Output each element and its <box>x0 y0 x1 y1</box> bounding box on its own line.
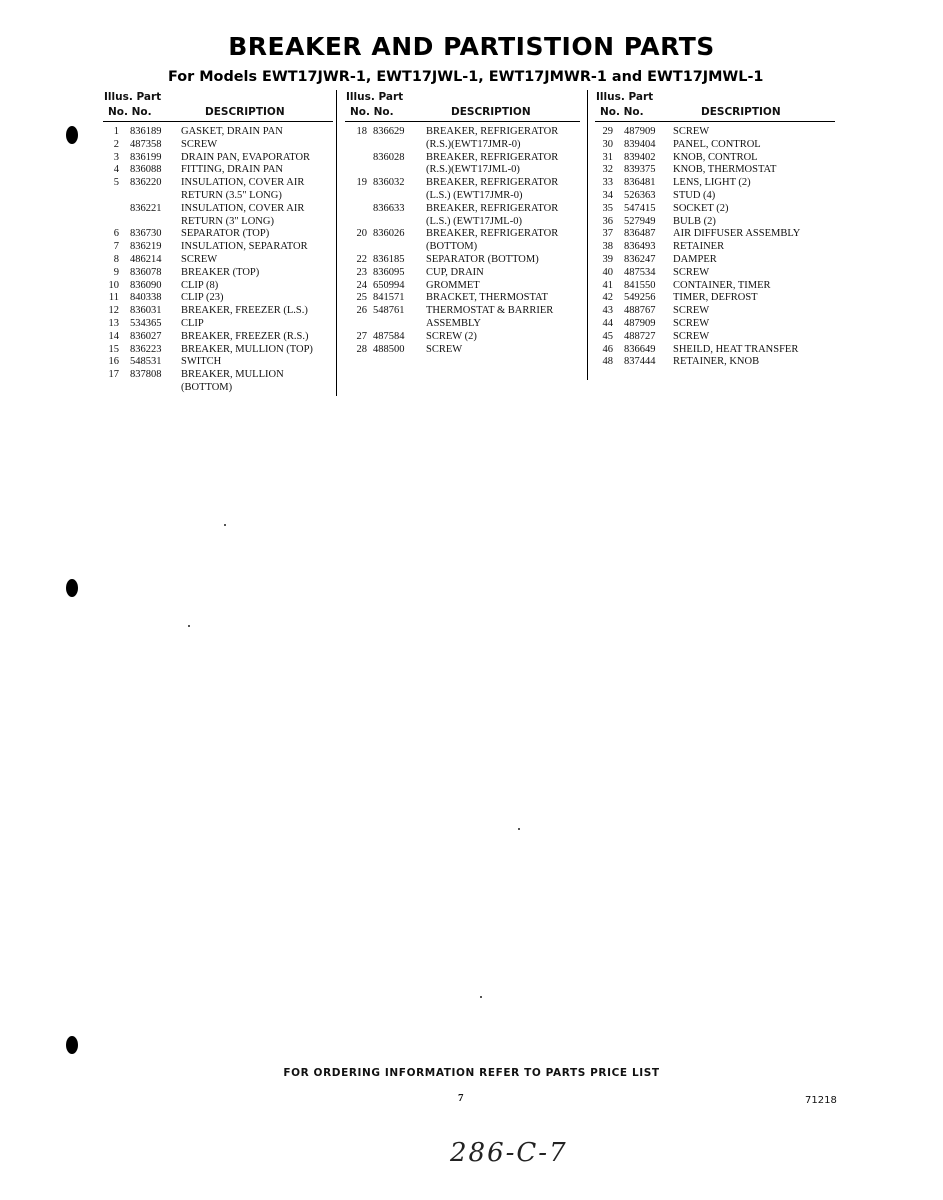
part-description: PANEL, CONTROL <box>673 138 761 150</box>
header-no-no: No. No. <box>350 106 394 118</box>
table-row <box>103 305 333 318</box>
table-row <box>595 139 835 152</box>
table-row <box>103 177 333 190</box>
table-row <box>595 152 835 165</box>
part-number: 487909 <box>624 317 656 329</box>
illus-number: 37 <box>602 228 613 240</box>
illus-number: 39 <box>602 253 613 265</box>
part-description: KNOB, THERMOSTAT <box>673 164 777 176</box>
binder-hole <box>66 1036 78 1054</box>
table-row <box>103 190 333 203</box>
illus-number: 19 <box>356 177 367 189</box>
scan-speck <box>224 524 226 526</box>
header-rule <box>345 121 580 122</box>
part-number: 836221 <box>130 202 162 214</box>
header-no-no: No. No. <box>600 106 644 118</box>
part-number: 836629 <box>373 126 405 137</box>
header-description: DESCRIPTION <box>205 106 285 118</box>
part-number: 487534 <box>624 266 656 278</box>
table-row <box>103 228 333 241</box>
handwritten-note: 286-C-7 <box>450 1138 568 1168</box>
table-row <box>345 280 580 293</box>
table-row <box>345 126 580 139</box>
table-row <box>345 254 580 267</box>
illus-number: 14 <box>108 330 119 342</box>
illus-number: 40 <box>602 266 613 278</box>
illus-number: 24 <box>356 279 367 291</box>
part-description: BRACKET, THERMOSTAT <box>426 292 548 304</box>
part-description: BREAKER, REFRIGERATOR <box>426 126 559 137</box>
table-row <box>595 241 835 254</box>
part-description: SEPARATOR (BOTTOM) <box>426 253 539 265</box>
table-row <box>345 216 580 229</box>
part-description: INSULATION, COVER AIR <box>181 177 305 189</box>
binder-hole <box>66 579 78 597</box>
table-row <box>595 164 835 177</box>
part-description: CLIP (23) <box>181 292 224 304</box>
illus-number: 16 <box>108 356 119 368</box>
part-number: 836026 <box>373 228 405 240</box>
table-row <box>595 190 835 203</box>
part-description: INSULATION, COVER AIR <box>181 202 305 214</box>
part-description: GROMMET <box>426 279 480 291</box>
part-description: SCREW <box>673 330 710 342</box>
part-description: SEPARATOR (TOP) <box>181 228 270 240</box>
illus-number: 33 <box>602 177 613 189</box>
part-number: 836220 <box>130 177 162 189</box>
part-description: STUD (4) <box>673 189 716 201</box>
part-description: (L.S.) (EWT17JML-0) <box>426 215 522 227</box>
binder-hole <box>66 126 78 144</box>
table-row <box>103 164 333 177</box>
parts-column-1 <box>103 91 333 395</box>
part-number: 487584 <box>373 330 405 342</box>
part-number: 488500 <box>373 343 405 355</box>
table-row <box>345 292 580 305</box>
parts-rows <box>595 126 835 369</box>
column-header <box>595 91 835 121</box>
part-number: 836078 <box>130 266 162 278</box>
part-description: SCREW <box>673 305 710 317</box>
illus-number: 2 <box>113 138 119 150</box>
part-description: LENS, LIGHT (2) <box>673 177 751 189</box>
table-row <box>345 177 580 190</box>
part-description: CLIP <box>181 317 204 329</box>
illus-number: 30 <box>602 138 613 150</box>
scan-speck <box>518 828 520 830</box>
part-number: 836481 <box>624 177 656 189</box>
part-number: 836189 <box>130 126 162 137</box>
part-description: BREAKER, REFRIGERATOR <box>426 177 559 189</box>
table-row <box>103 216 333 229</box>
table-row <box>103 139 333 152</box>
table-row <box>103 126 333 139</box>
illus-number: 22 <box>356 253 367 265</box>
part-description: RETAINER, KNOB <box>673 356 760 368</box>
table-row <box>345 318 580 331</box>
part-number: 837808 <box>130 369 162 381</box>
ordering-footer: FOR ORDERING INFORMATION REFER TO PARTS PRICE LIST <box>283 1067 660 1079</box>
part-number: 548761 <box>373 305 405 317</box>
table-row <box>103 344 333 357</box>
part-description: SCREW <box>673 266 710 278</box>
illus-number: 11 <box>108 292 119 304</box>
illus-number: 46 <box>602 343 613 355</box>
illus-number: 43 <box>602 305 613 317</box>
part-description: BREAKER, MULLION <box>181 369 284 381</box>
table-row <box>345 267 580 280</box>
header-illus-part: Illus. Part <box>104 91 162 103</box>
part-number: 841550 <box>624 279 656 291</box>
page-title: BREAKER AND PARTISTION PARTS <box>228 32 715 61</box>
table-row <box>103 152 333 165</box>
table-row <box>103 280 333 293</box>
illus-number: 7 <box>113 241 119 253</box>
document-number: 71218 <box>805 1095 837 1106</box>
part-description: FITTING, DRAIN PAN <box>181 164 283 176</box>
part-description: BREAKER, REFRIGERATOR <box>426 151 559 163</box>
part-number: 534365 <box>130 317 162 329</box>
column-divider <box>336 90 337 396</box>
illus-number: 8 <box>113 253 119 265</box>
part-number: 836185 <box>373 253 405 265</box>
part-number: 840338 <box>130 292 162 304</box>
part-description: SCREW (2) <box>426 330 477 342</box>
parts-rows <box>345 126 580 356</box>
part-number: 836090 <box>130 279 162 291</box>
part-description: RETURN (3.5" LONG) <box>181 189 282 201</box>
part-description: (R.S.)(EWT17JMR-0) <box>426 138 521 150</box>
illus-number: 42 <box>602 292 613 304</box>
illus-number: 10 <box>108 279 119 291</box>
table-row <box>103 203 333 216</box>
part-description: BREAKER, REFRIGERATOR <box>426 202 559 214</box>
column-header <box>345 91 580 121</box>
header-no-no: No. No. <box>108 106 152 118</box>
part-description: SOCKET (2) <box>673 202 729 214</box>
illus-number: 31 <box>602 151 613 163</box>
scan-speck <box>188 625 190 627</box>
part-description: BREAKER, FREEZER (L.S.) <box>181 305 308 317</box>
table-row <box>595 356 835 369</box>
part-description: SCREW <box>181 138 218 150</box>
table-row <box>595 228 835 241</box>
part-description: DAMPER <box>673 253 717 265</box>
illus-number: 18 <box>356 126 367 137</box>
part-number: 836028 <box>373 151 405 163</box>
illus-number: 36 <box>602 215 613 227</box>
illus-number: 28 <box>356 343 367 355</box>
part-number: 839375 <box>624 164 656 176</box>
part-number: 488767 <box>624 305 656 317</box>
part-number: 836493 <box>624 241 656 253</box>
part-number: 836219 <box>130 241 162 253</box>
part-number: 487909 <box>624 126 656 137</box>
part-description: RETAINER <box>673 241 725 253</box>
illus-number: 1 <box>113 126 119 137</box>
table-row <box>345 139 580 152</box>
illus-number: 6 <box>113 228 119 240</box>
table-row <box>595 126 835 139</box>
part-number: 526363 <box>624 189 656 201</box>
illus-number: 25 <box>356 292 367 304</box>
illus-number: 32 <box>602 164 613 176</box>
part-number: 527949 <box>624 215 656 227</box>
part-number: 836649 <box>624 343 656 355</box>
table-row <box>103 254 333 267</box>
part-description: (R.S.)(EWT17JML-0) <box>426 164 520 176</box>
part-number: 488727 <box>624 330 656 342</box>
illus-number: 27 <box>356 330 367 342</box>
table-row <box>103 356 333 369</box>
models-subtitle: For Models EWT17JWR-1, EWT17JWL-1, EWT17JMWR-1 and EWT17JMWL-1 <box>168 69 764 85</box>
illus-number: 45 <box>602 330 613 342</box>
part-description: INSULATION, SEPARATOR <box>181 241 308 253</box>
table-row <box>103 331 333 344</box>
illus-number: 15 <box>108 343 119 355</box>
part-number: 836088 <box>130 164 162 176</box>
part-description: BREAKER, FREEZER (R.S.) <box>181 330 309 342</box>
header-rule <box>595 121 835 122</box>
part-number: 549256 <box>624 292 656 304</box>
part-description: SCREW <box>673 126 710 137</box>
parts-column-3 <box>595 91 835 369</box>
illus-number: 26 <box>356 305 367 317</box>
part-description: (BOTTOM) <box>426 241 478 253</box>
illus-number: 20 <box>356 228 367 240</box>
part-description: THERMOSTAT & BARRIER <box>426 305 554 317</box>
table-row <box>345 241 580 254</box>
part-number: 547415 <box>624 202 656 214</box>
scan-speck <box>480 996 482 998</box>
part-description: DRAIN PAN, EVAPORATOR <box>181 151 311 163</box>
illus-number: 44 <box>602 317 613 329</box>
header-rule <box>103 121 333 122</box>
part-description: RETURN (3" LONG) <box>181 215 274 227</box>
illus-number: 17 <box>108 369 119 381</box>
table-row <box>595 177 835 190</box>
part-number: 836247 <box>624 253 656 265</box>
illus-number: 4 <box>113 164 119 176</box>
table-row <box>103 318 333 331</box>
part-number: 839402 <box>624 151 656 163</box>
table-row <box>103 292 333 305</box>
header-illus-part: Illus. Part <box>346 91 404 103</box>
illus-number: 13 <box>108 317 119 329</box>
part-description: BREAKER, REFRIGERATOR <box>426 228 559 240</box>
part-description: BREAKER, MULLION (TOP) <box>181 343 313 355</box>
illus-number: 29 <box>602 126 613 137</box>
illus-number: 38 <box>602 241 613 253</box>
table-row <box>595 305 835 318</box>
part-number: 836032 <box>373 177 405 189</box>
table-row <box>345 331 580 344</box>
table-row <box>103 241 333 254</box>
part-description: GASKET, DRAIN PAN <box>181 126 283 137</box>
part-number: 486214 <box>130 253 162 265</box>
part-description: CUP, DRAIN <box>426 266 484 278</box>
part-number: 839404 <box>624 138 656 150</box>
parts-column-2 <box>345 91 580 356</box>
part-description: (BOTTOM) <box>181 381 233 393</box>
part-description: KNOB, CONTROL <box>673 151 758 163</box>
part-description: SCREW <box>673 317 710 329</box>
part-number: 836487 <box>624 228 656 240</box>
column-divider <box>587 90 588 380</box>
part-description: CLIP (8) <box>181 279 219 291</box>
part-number: 487358 <box>130 138 162 150</box>
illus-number: 48 <box>602 356 613 368</box>
illus-number: 34 <box>602 189 613 201</box>
column-header <box>103 91 333 121</box>
table-row <box>103 369 333 382</box>
part-number: 836199 <box>130 151 162 163</box>
table-row <box>595 254 835 267</box>
part-description: SWITCH <box>181 356 222 368</box>
part-description: BULB (2) <box>673 215 716 227</box>
table-row <box>345 164 580 177</box>
part-number: 836730 <box>130 228 162 240</box>
part-description: SCREW <box>426 343 463 355</box>
table-row <box>103 382 333 395</box>
part-number: 836031 <box>130 305 162 317</box>
part-description: AIR DIFFUSER ASSEMBLY <box>673 228 801 240</box>
part-description: SCREW <box>181 253 218 265</box>
table-row <box>103 267 333 280</box>
part-description: (L.S.) (EWT17JMR-0) <box>426 189 523 201</box>
part-description: BREAKER (TOP) <box>181 266 260 278</box>
table-row <box>595 331 835 344</box>
illus-number: 5 <box>113 177 119 189</box>
part-description: TIMER, DEFROST <box>673 292 758 304</box>
table-row <box>345 152 580 165</box>
table-row <box>595 280 835 293</box>
illus-number: 23 <box>356 266 367 278</box>
table-row <box>345 305 580 318</box>
illus-number: 12 <box>108 305 119 317</box>
illus-number: 35 <box>602 202 613 214</box>
table-row <box>345 228 580 241</box>
table-row <box>595 203 835 216</box>
part-number: 836027 <box>130 330 162 342</box>
illus-number: 41 <box>602 279 613 291</box>
part-number: 650994 <box>373 279 405 291</box>
part-number: 837444 <box>624 356 656 368</box>
part-description: SHEILD, HEAT TRANSFER <box>673 343 799 355</box>
table-row <box>595 344 835 357</box>
part-number: 548531 <box>130 356 162 368</box>
table-row <box>595 292 835 305</box>
header-description: DESCRIPTION <box>451 106 531 118</box>
table-row <box>595 216 835 229</box>
parts-rows <box>103 126 333 395</box>
page-number: 7 <box>458 1092 464 1104</box>
illus-number: 9 <box>113 266 119 278</box>
header-illus-part: Illus. Part <box>596 91 654 103</box>
part-description: ASSEMBLY <box>426 317 481 329</box>
table-row <box>345 190 580 203</box>
table-row <box>595 267 835 280</box>
part-description: CONTAINER, TIMER <box>673 279 771 291</box>
part-number: 836095 <box>373 266 405 278</box>
table-row <box>595 318 835 331</box>
part-number: 836633 <box>373 202 405 214</box>
header-description: DESCRIPTION <box>701 106 781 118</box>
part-number: 836223 <box>130 343 162 355</box>
table-row <box>345 203 580 216</box>
illus-number: 3 <box>113 151 119 163</box>
part-number: 841571 <box>373 292 405 304</box>
table-row <box>345 344 580 357</box>
